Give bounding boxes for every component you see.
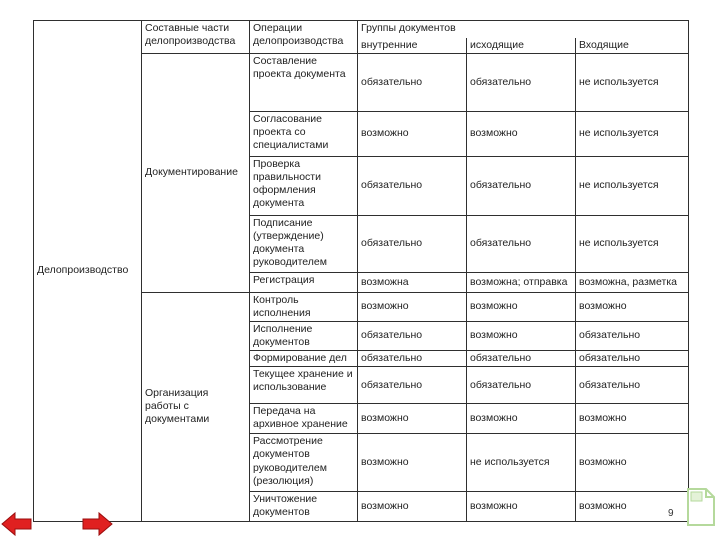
incoming-cell: обязательно [576,351,689,367]
internal-cell: возможно [358,111,467,156]
internal-cell: возможно [358,492,467,521]
header-outgoing: исходящие [467,38,576,54]
header-operations: Операции делопроизводства [250,21,358,54]
internal-cell: возможна [358,272,467,292]
operation-cell: Подписание (утверждение) документа руководителем [250,215,358,272]
operation-cell: Регистрация [250,272,358,292]
outgoing-cell: возможно [467,111,576,156]
outgoing-cell: возможно [467,492,576,521]
incoming-cell: не используется [576,53,689,111]
outgoing-cell: обязательно [467,53,576,111]
operation-cell: Исполнение документов [250,321,358,350]
table-header-row [34,21,689,38]
operation-cell: Рассмотрение документов руководителем (резолюция) [250,434,358,492]
outgoing-cell: возможно [467,321,576,350]
internal-cell: обязательно [358,156,467,215]
internal-cell: обязательно [358,215,467,272]
header-document-groups: Группы документов [358,21,689,38]
incoming-cell: не используется [576,156,689,215]
outgoing-cell: обязательно [467,367,576,404]
outgoing-cell: обязательно [467,351,576,367]
outgoing-cell: возможно [467,292,576,321]
incoming-cell: обязательно [576,321,689,350]
incoming-cell: не используется [576,111,689,156]
incoming-cell: возможно [576,434,689,492]
outgoing-cell: не используется [467,434,576,492]
previous-slide-button[interactable] [0,511,34,537]
operation-cell: Формирование дел [250,351,358,367]
incoming-cell: возможно [576,292,689,321]
incoming-cell: возможна, разметка [576,272,689,292]
operation-cell: Уничтожение документов [250,492,358,521]
incoming-cell: возможно [576,404,689,434]
header-incoming: Входящие [576,38,689,54]
operation-cell: Составление проекта документа [250,53,358,111]
internal-cell: обязательно [358,367,467,404]
operation-cell: Согласование проекта со специалистами [250,111,358,156]
red-right-arrow-icon [80,511,114,537]
outgoing-cell: обязательно [467,215,576,272]
internal-cell: возможно [358,292,467,321]
document-icon [686,487,716,532]
page-number: 9 [668,508,674,519]
outgoing-cell: возможна; отправка [467,272,576,292]
internal-cell: обязательно [358,53,467,111]
header-parts: Составные части делопроизводства [142,21,250,54]
operation-cell: Проверка правильности оформления документа [250,156,358,215]
incoming-cell: возможно [576,492,689,521]
internal-cell: возможно [358,404,467,434]
incoming-cell: не используется [576,215,689,272]
internal-cell: возможно [358,434,467,492]
internal-cell: обязательно [358,351,467,367]
internal-cell: обязательно [358,321,467,350]
operation-cell: Контроль исполнения [250,292,358,321]
outgoing-cell: обязательно [467,156,576,215]
next-slide-button[interactable] [80,511,114,537]
process-cell: Делопроизводство [34,21,142,522]
incoming-cell: обязательно [576,367,689,404]
outgoing-cell: возможно [467,404,576,434]
header-internal: внутренние [358,38,467,54]
operation-cell: Текущее хранение и использование [250,367,358,404]
document-operations-table [33,20,689,522]
section-documenting: Документирование [142,53,250,292]
red-left-arrow-icon [0,511,34,537]
section-work-organization: Организация работы с документами [142,292,250,521]
operation-cell: Передача на архивное хранение [250,404,358,434]
